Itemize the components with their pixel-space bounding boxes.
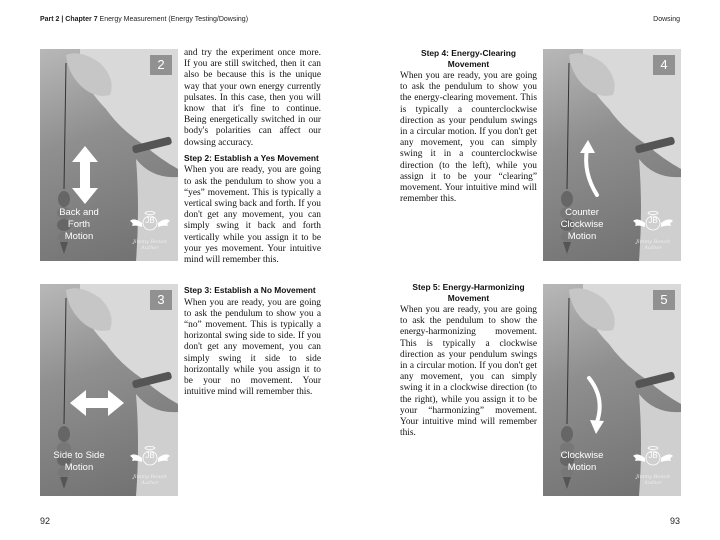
running-header-left <box>40 16 248 23</box>
step-number-badge: 3 <box>150 290 172 310</box>
text-block-top-left <box>184 48 321 270</box>
step5-paragraph: When you are ready, you are going to ask the pendulum to show the energy-harmonizing movement. This is typically a clockwise direction as your pendulum swings in a circular motion. If you don't get any movement, you can simply swing it in a clockwise direction (to the right), while you assign it to be your “harmonizing” movement. Your intuitive mind will remember this. <box>400 305 537 439</box>
photo-step-5 <box>543 284 681 496</box>
chapter-label: Part 2 | Chapter 7 <box>40 16 98 23</box>
logo-monogram: JB <box>145 451 155 460</box>
text-block-top-right <box>400 48 537 209</box>
motion-caption: Clockwise Motion <box>560 450 604 473</box>
author-signature: Jimmy Benoit Author <box>636 474 670 486</box>
step-number-badge: 2 <box>150 55 172 75</box>
page-number-left: 92 <box>40 516 51 526</box>
step-number-badge: 4 <box>653 55 675 75</box>
step3-paragraph: When you are ready, you are going to ask the pendulum to show you a “no” movement. This is typically a horizontal swing side to side. If you don't get any movement, you can simply swing it side to side horizontally while you assign it to be your no movement. Your intuitive mind will remember this. <box>184 297 321 398</box>
author-signature: Jimmy Benoit Author <box>133 474 167 486</box>
step3-heading: Step 3: Establish a No Movement <box>184 285 316 295</box>
jb-logo <box>128 209 172 235</box>
step5-heading: Step 5: Energy-Harmonizing Movement <box>412 282 525 303</box>
page-number-right: 93 <box>669 516 680 526</box>
logo-monogram: JB <box>648 216 658 225</box>
motion-caption: Counter Clockwise Motion <box>560 207 604 242</box>
photo-step-2 <box>40 49 178 261</box>
motion-caption: Back and Forth Motion <box>59 207 99 242</box>
running-header-right: Dowsing <box>653 16 680 23</box>
curved-arrow-down-icon <box>579 374 609 441</box>
logo-monogram: JB <box>648 451 658 460</box>
jb-logo <box>631 444 675 470</box>
step-number-badge: 5 <box>653 290 675 310</box>
step2-heading: Step 2: Establish a Yes Movement <box>184 152 319 163</box>
author-signature: Jimmy Benoit Author <box>636 239 670 251</box>
chapter-title: Energy Measurement (Energy Testing/Dowsing) <box>97 16 249 23</box>
step4-heading: Step 4: Energy-Clearing Movement <box>421 48 516 69</box>
vertical-double-arrow-icon <box>70 144 100 211</box>
photo-step-4 <box>543 49 681 261</box>
jb-logo <box>631 209 675 235</box>
horizontal-double-arrow-icon <box>68 388 126 423</box>
author-signature: Jimmy Benoit Author <box>133 239 167 251</box>
step2-paragraph: When you are ready, you are going to ask the pendulum to show you a “yes” movement. This is typically a vertical swing back and forth. If you don't get any movement, you can simply swing it back and forth vertically while you assign it to be your yes movement. Your intuitive mind will remember this. <box>184 165 321 265</box>
photo-step-3 <box>40 284 178 496</box>
text-block-bottom-left <box>184 285 321 402</box>
motion-caption: Side to Side Motion <box>53 450 105 473</box>
step4-paragraph: When you are ready, you are going to ask the pendulum to show you the energy-clearing movement. This is typically a counterclockwise direction as your pendulum swings in a circular motion. If you don't get any movement, you can simply swing it in a counterclockwise direction (to the left), while you assign it to be your “clearing” movement. Your intuitive mind will remember this. <box>400 71 537 205</box>
intro-paragraph: and try the experiment once more. If you are still switched, then it can also be because this is the unique way that your own energy currently pulsates. In this case, then you will know that it's fine to continue. Being energetically switched in our body's polarities can affect our dowsing accuracy. <box>184 48 321 148</box>
text-block-bottom-right <box>400 282 537 443</box>
logo-monogram: JB <box>145 216 155 225</box>
curved-arrow-up-icon <box>579 137 609 204</box>
jb-logo <box>128 444 172 470</box>
